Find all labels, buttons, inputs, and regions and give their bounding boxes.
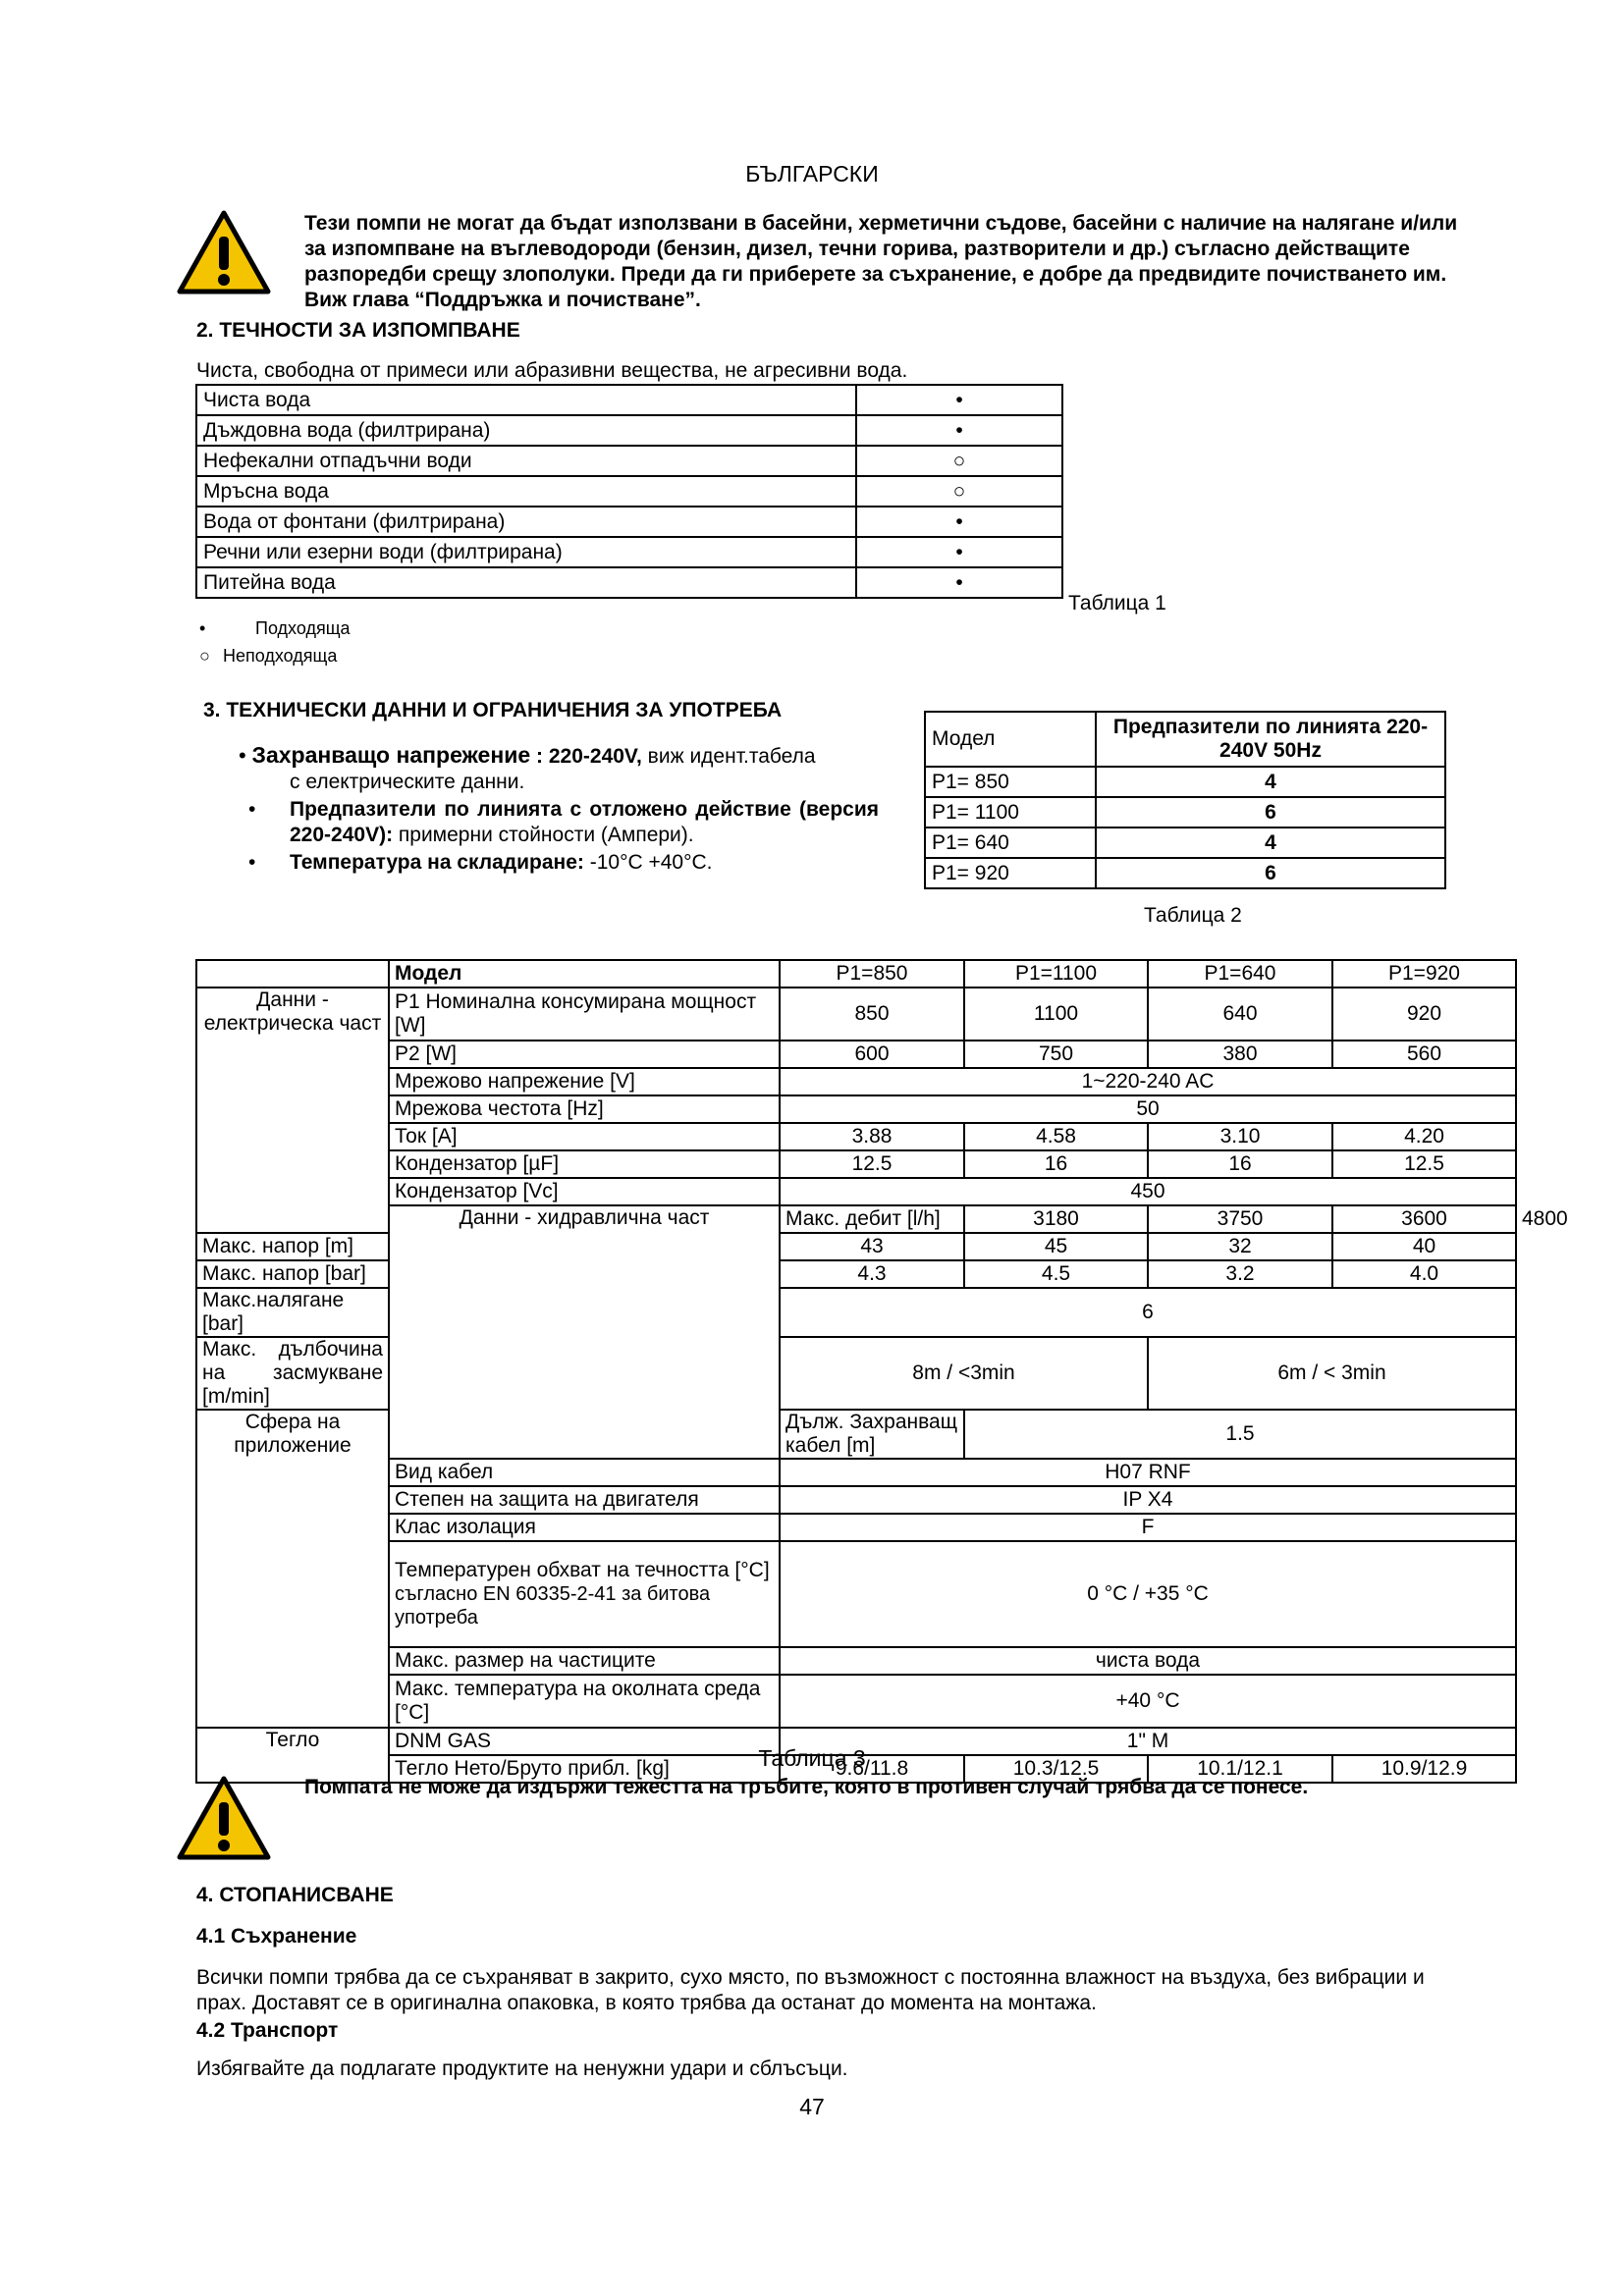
row-label [389,1541,780,1647]
legend-symbol: • [199,618,206,638]
voltage-value: : 220-240V, [536,745,642,768]
fuse-value: 6 [1096,797,1445,828]
header-model: Модел [925,712,1096,767]
row-label: Вид кабел [389,1459,780,1486]
table-row [196,476,1062,507]
voltage-rest: виж идент.табела [641,745,816,768]
liquid-label: Питейна вода [196,567,856,598]
model-name: P1=920 [1332,960,1516,988]
fuses-rest: примерни стойности (Ампери). [393,824,694,846]
table-3-caption: Таблица 3 [758,1745,866,1771]
liquid-label: Мръсна вода [196,476,856,507]
cell-value: 43 [780,1233,964,1260]
model-name: P1=1100 [964,960,1148,988]
cell-value: 16 [1148,1150,1332,1178]
liquid-label: Дъждовна вода (филтрирана) [196,415,856,446]
table-header-row [925,712,1445,767]
table-row [196,1123,1516,1150]
suitability-mark: • [856,507,1062,537]
row-label: Макс. размер на частиците [389,1647,780,1675]
row-label: Клас изолация [389,1514,780,1541]
cell-value: 600 [780,1041,964,1068]
cell-value: 4.58 [964,1123,1148,1150]
cell-value: 450 [780,1178,1516,1205]
cell-value: 6 [780,1288,1516,1337]
cell-value: 1.5 [964,1410,1516,1459]
table-row [196,415,1062,446]
cell-value: F [780,1514,1516,1541]
cell-value: 560 [1332,1041,1516,1068]
table-row [925,828,1445,858]
cell-value: 45 [964,1233,1148,1260]
cell-value: H07 RNF [780,1459,1516,1486]
table-row [196,385,1062,415]
section-4-1-text: Всички помпи трябва да се съхраняват в закрито, сухо място, по възможност с постоянна влажност на въздуха, без вибрации и прах. Доставят се в оригинална опаковка, в която трябва да останат до момента на монтажа. [196,1966,1425,2014]
cell-value: 3.88 [780,1123,964,1150]
cell-value: 4.3 [780,1260,964,1288]
fuse-value: 4 [1096,767,1445,797]
row-label: Тегло Нето/Бруто прибл. [kg] [389,1755,780,1783]
table-row [196,567,1062,598]
header-model: Модел [389,960,780,988]
cell-value: 40 [1332,1233,1516,1260]
temp-note: съгласно EN 60335-2-41 за битова употреба [395,1583,711,1629]
cell-value: 850 [780,988,964,1041]
voltage-label: Захранващо напрежение [251,742,531,768]
voltage-line2: с електрическите данни. [290,771,525,793]
table-row [196,1647,1516,1675]
cell-value: 10.9/12.9 [1332,1755,1516,1783]
cell-value: 10.3/12.5 [964,1755,1148,1783]
cell-value: 4.20 [1332,1123,1516,1150]
warning-text-top: Тези помпи не могат да бъдат използвани в басейни, херметични съдове, басейни с наличие на налягане и/или за изпомпване на въглеводороди (бензин, дизел, течни горива, разтворители и др.) съгласно действащите разпоредби срещу злополуки. Преди да ги приберете за съхранение, е добре да предвидите почистването им. Виж глава “Поддръжка и почистване”. [304,212,1458,311]
group-hydraulic: Данни - хидравлична част [389,1205,780,1459]
header-fuses: Предпазители по линията 220-240V 50Hz [1096,712,1445,767]
table-row [196,1150,1516,1178]
group-application: Сфера на приложение [196,1410,389,1728]
cell-value: 0 °C / +35 °C [780,1541,1516,1647]
cell-value: чиста вода [780,1647,1516,1675]
suitability-mark: • [856,385,1062,415]
table-row [196,988,1516,1041]
cell-value: +40 °C [780,1675,1516,1728]
row-label: Макс. напор [m] [196,1233,389,1260]
cell-value: 1~220-240 AC [780,1068,1516,1095]
temp-label: Температурен обхват на течността [°C] [395,1559,770,1581]
table-row [196,1675,1516,1728]
liquid-label: Речни или езерни води (филтрирана) [196,537,856,567]
section-2-intro: Чиста, свободна от примеси или абразивни вещества, не агресивни вода. [196,359,908,382]
fuse-value: 6 [1096,858,1445,888]
section-4-1-title: 4.1 Съхранение [196,1925,357,1948]
table-row [196,1178,1516,1205]
cell-value: 4.5 [964,1260,1148,1288]
table-row [196,1514,1516,1541]
row-label: Дълж. Захранващ кабел [m] [780,1410,964,1459]
table-header-row [196,960,1516,988]
row-label: P1 Номинална консумирана мощност [W] [389,988,780,1041]
row-label: Ток [A] [389,1123,780,1150]
model: P1= 920 [925,858,1096,888]
bullet-voltage: • Захранващо напрежение : 220-240V, виж идент.табела [239,742,816,768]
language-header: БЪЛГАРСКИ [745,161,879,187]
model-name: P1=640 [1148,960,1332,988]
cell-value: 8m / <3min [780,1337,1148,1410]
row-label: Кондензатор [µF] [389,1150,780,1178]
legend-text: Подходяща [255,618,351,638]
cell-value: 9.6/11.8 [780,1755,964,1783]
row-label: Макс. дебит [l/h] [780,1205,964,1233]
row-label: Макс. дълбочина на засмукване [m/min] [196,1337,389,1410]
group-electric: Данни - електрическа част [196,988,389,1233]
suitability-mark: • [856,537,1062,567]
section-2-title: 2. ТЕЧНОСТИ ЗА ИЗПОМПВАНЕ [196,319,520,342]
cell-value: 750 [964,1041,1148,1068]
cell-value: 50 [780,1095,1516,1123]
row-label: Кондензатор [Vc] [389,1178,780,1205]
cell-value: 12.5 [780,1150,964,1178]
table-row [196,507,1062,537]
cell-value: 32 [1148,1233,1332,1260]
page-number: 47 [799,2094,825,2119]
table-row [196,1486,1516,1514]
liquid-label: Нефекални отпадъчни води [196,446,856,476]
cell-value: 6m / < 3min [1148,1337,1516,1410]
row-label: Макс. напор [bar] [196,1260,389,1288]
suitability-mark: • [856,415,1062,446]
model-name: P1=850 [780,960,964,988]
table-row [925,858,1445,888]
table-row [196,1095,1516,1123]
fuses-table [924,711,1446,889]
row-label: Степен на защита на двигателя [389,1486,780,1514]
cell-value: 3180 [964,1205,1148,1233]
storage-temp-rest: -10°C +40°C. [583,851,713,874]
bullet-fuses [290,797,879,848]
cell-value: 4.0 [1332,1260,1516,1288]
liquid-label: Вода от фонтани (филтрирана) [196,507,856,537]
table-row [196,1541,1516,1647]
cell-value: 380 [1148,1041,1332,1068]
cell-value: 3.10 [1148,1123,1332,1150]
row-label: Мрежова честота [Hz] [389,1095,780,1123]
cell-value: 3.2 [1148,1260,1332,1288]
group-weight: Тегло [196,1728,389,1783]
cell-value: 12.5 [1332,1150,1516,1178]
table-row [196,446,1062,476]
section-4-2-text: Избягвайте да подлагате продуктите на ненужни удари и сблъсъци. [196,2057,848,2080]
table-row [196,1041,1516,1068]
row-label: P2 [W] [389,1041,780,1068]
table-1-caption: Таблица 1 [1068,592,1166,614]
table-row [925,797,1445,828]
warning-text-bottom: Помпата не може да издържи тежестта на тръбите, която в противен случай трябва да се понесе. [304,1776,1309,1798]
row-label: DNM GAS [389,1728,780,1755]
cell-value: 1100 [964,988,1148,1041]
legend-text: Неподходяща [223,646,338,666]
cell-value: 3750 [1148,1205,1332,1233]
table-row [196,1459,1516,1486]
table-2-caption: Таблица 2 [1144,904,1242,927]
technical-data-table [195,959,1568,1784]
suitability-mark: • [856,567,1062,598]
suitability-mark: ○ [856,446,1062,476]
row-label: Макс. температура на околната среда [°C] [389,1675,780,1728]
suitability-mark: ○ [856,476,1062,507]
storage-temp-bold: Температура на складиране: [290,851,584,874]
table-row: Данни - хидравлична част Макс. дебит [l/h] 3180 3750 3600 4800 [196,1205,1516,1233]
cell-value: 10.1/12.1 [1148,1755,1332,1783]
table-row [196,537,1062,567]
bullet-storage-temp [290,850,713,876]
cell-value: 920 [1332,988,1516,1041]
section-4-title: 4. СТОПАНИСВАНЕ [196,1884,394,1906]
warning-triangle-icon [177,1775,271,1861]
fuse-value: 4 [1096,828,1445,858]
liquids-table [195,384,1063,599]
section-3-title: 3. ТЕХНИЧЕСКИ ДАННИ И ОГРАНИЧЕНИЯ ЗА УПОТРЕБА [203,699,783,721]
liquid-label: Чиста вода [196,385,856,415]
section-4-2-title: 4.2 Транспорт [196,2019,339,2042]
cell-value: 1" M [780,1728,1516,1755]
cell-value: 3600 [1332,1205,1516,1233]
model: P1= 850 [925,767,1096,797]
model: P1= 1100 [925,797,1096,828]
row-label: Макс.налягане [bar] [196,1288,389,1337]
legend-symbol: ○ [199,646,210,666]
model: P1= 640 [925,828,1096,858]
row-label: Мрежово напрежение [V] [389,1068,780,1095]
table-row [196,1068,1516,1095]
cell-value: 16 [964,1150,1148,1178]
table-row [925,767,1445,797]
cell-value: IP X4 [780,1486,1516,1514]
cell-value: 640 [1148,988,1332,1041]
warning-triangle-icon [177,209,271,295]
fuses-bold: Предпазители по линията с отложено действие (версия 220-240V): [290,798,879,846]
